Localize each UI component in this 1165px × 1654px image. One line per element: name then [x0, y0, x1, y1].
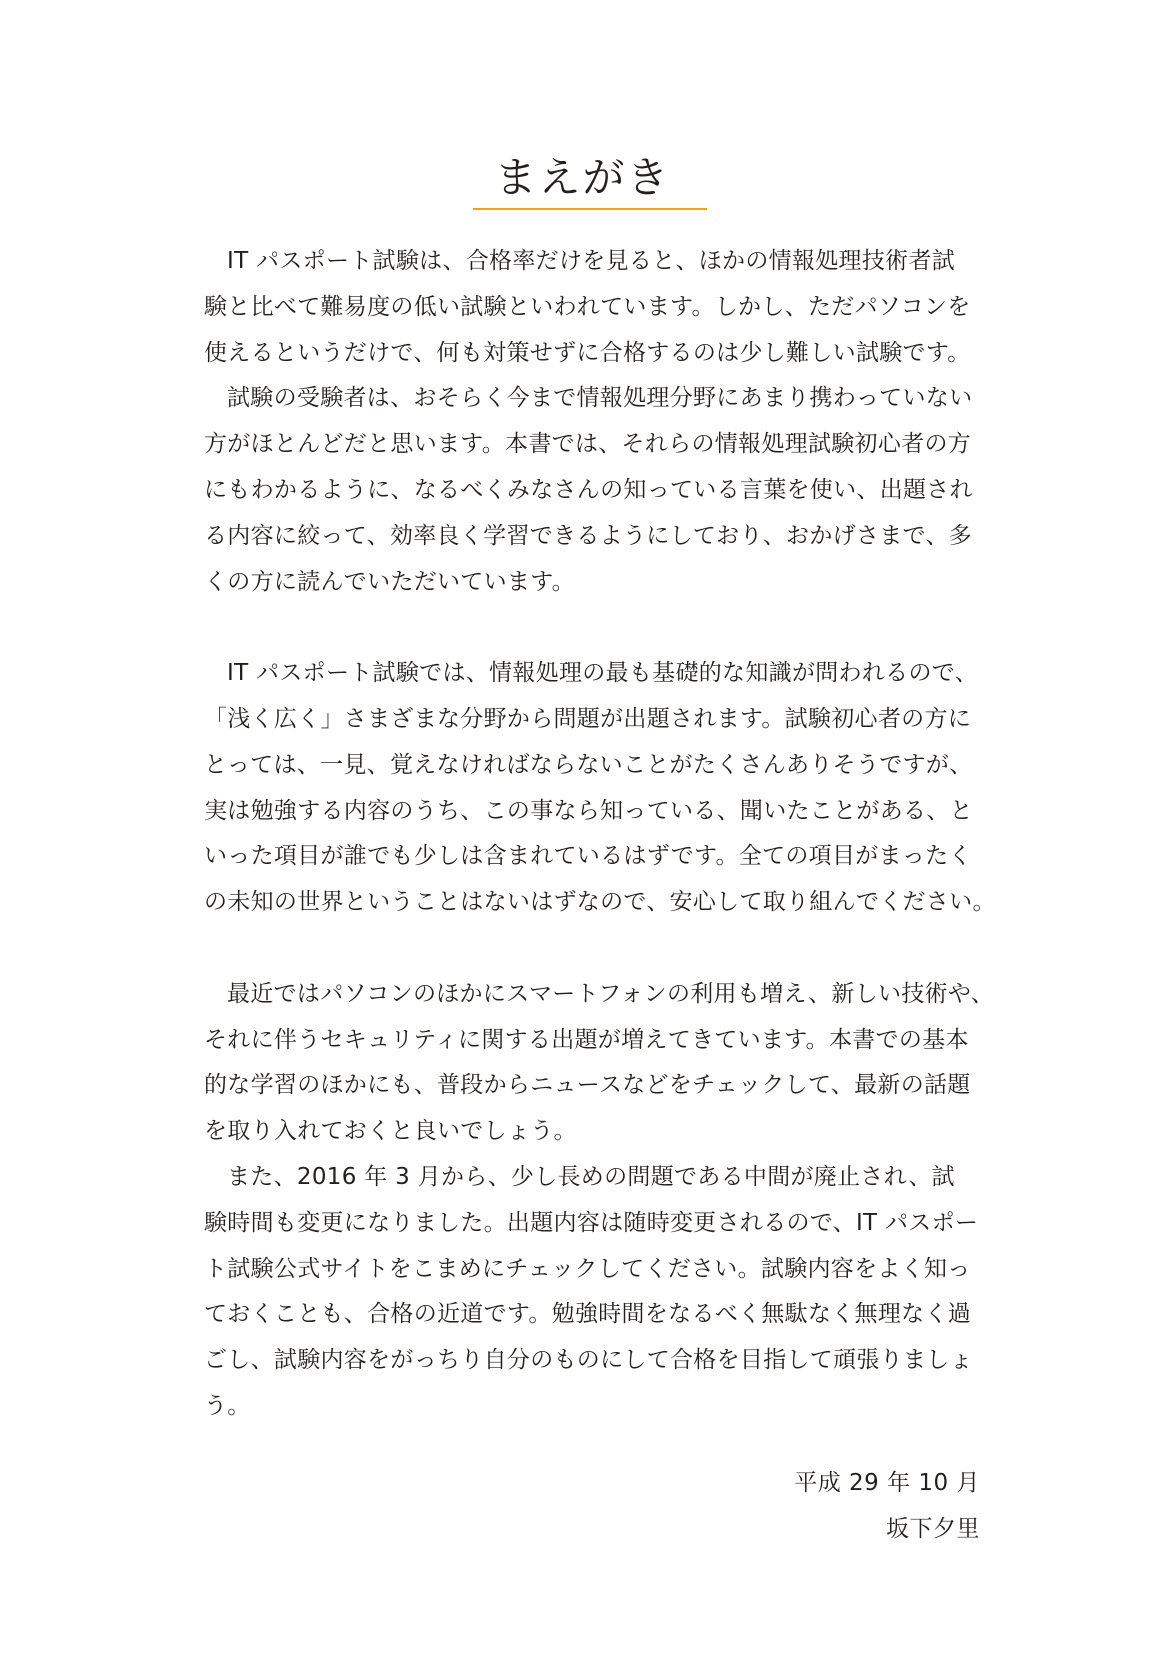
- paragraph-5-line-2: 験時間も変更になりました。出題内容は随時変更されるので、IT パスポー: [204, 1209, 979, 1236]
- paragraph-3-line-5: いった項目が誰でも少しは含まれているはずです。全ての項目がまったく: [204, 843, 972, 870]
- signature-block: [794, 1460, 980, 1552]
- paragraph-spacer: [204, 605, 980, 651]
- paragraph-4-line-2: それに伴うセキュリティに関する出題が増えてきています。本書での基本: [204, 1026, 969, 1053]
- signature-date: 平成 29 年 10 月: [794, 1470, 980, 1496]
- paragraph-5-line-6: う。: [204, 1392, 251, 1419]
- title-block: [0, 152, 1165, 204]
- paragraph-4-line-3: 的な学習のほかにも、普段からニュースなどをチェックして、最新の話題: [204, 1072, 971, 1099]
- paragraph-5-line-1: また、2016 年 3 月から、少し長めの問題である中間が廃止され、試: [227, 1163, 955, 1190]
- page-title: まえがき: [494, 153, 671, 202]
- paragraph-3-line-3: とっては、一見、覚えなければならないことがたくさんありそうですが、: [204, 751, 973, 778]
- paragraph-spacer: [204, 926, 980, 972]
- paragraph-2-line-1: 試験の受験者は、おそらく今まで情報処理分野にあまり携わっていない: [227, 385, 973, 412]
- paragraph-1-line-1: IT パスポート試験は、合格率だけを見ると、ほかの情報処理技術者試: [227, 248, 956, 274]
- paragraph-3-line-4: 実は勉強する内容のうち、この事なら知っている、聞いたことがある、と: [204, 797, 973, 824]
- paragraph-5-line-4: ておくことも、合格の近道です。勉強時間をなるべく無駄なく無理なく過: [204, 1301, 972, 1328]
- paragraph-1-line-3: 使えるというだけで、何も対策せずに合格するのは少し難しい試験です。: [204, 339, 971, 366]
- signature-author: 坂下夕里: [886, 1516, 980, 1542]
- paragraph-3-line-6: の未知の世界ということはないはずなので、安心して取り組んでください。: [204, 889, 996, 916]
- paragraph-2-line-3: にもわかるように、なるべくみなさんの知っている言葉を使い、出題され: [204, 476, 973, 503]
- paragraph-4-line-1: 最近ではパソコンのほかにスマートフォンの利用も増え、新しい技術や、: [227, 980, 995, 1007]
- title-underline: [473, 208, 707, 210]
- body-text: [204, 239, 996, 1430]
- paragraph-4-line-4: を取り入れておくと良いでしょう。: [204, 1118, 577, 1145]
- paragraph-2-line-4: る内容に絞って、効率良く学習できるようにしており、おかげさまで、多: [204, 522, 972, 549]
- paragraph-2-line-2: 方がほとんどだと思います。本書では、それらの情報処理試験初心者の方: [204, 431, 972, 458]
- paragraph-5-line-5: ごし、試験内容をがっちり自分のものにして合格を目指して頑張りましょ: [204, 1347, 973, 1374]
- paragraph-3-line-2: 「浅く広く」さまざまな分野から問題が出題されます。試験初心者の方に: [204, 705, 972, 732]
- paragraph-3-line-1: IT パスポート試験では、情報処理の最も基礎的な知識が問われるので、: [227, 660, 978, 687]
- paragraph-5-line-3: ト試験公式サイトをこまめにチェックしてください。試験内容をよく知っ: [204, 1255, 971, 1282]
- paragraph-2-line-5: くの方に読んでいただいています。: [204, 568, 575, 595]
- paragraph-1-line-2: 験と比べて難易度の低い試験といわれています。しかし、ただパソコンを: [204, 293, 971, 320]
